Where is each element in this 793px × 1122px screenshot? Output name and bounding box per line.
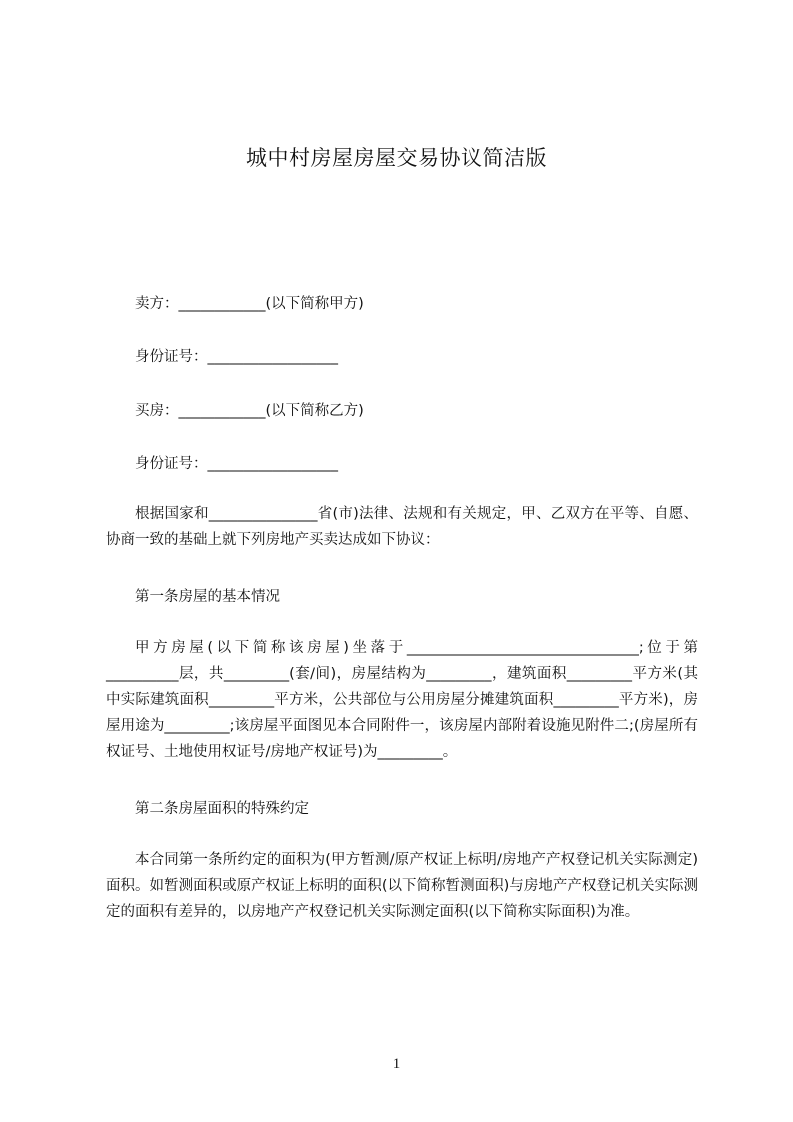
seller-id-line: 身份证号：__________________: [135, 349, 338, 365]
document-title: 城中村房屋房屋交易协议简洁版: [246, 146, 547, 170]
buyer-id-line: 身份证号：__________________: [135, 456, 338, 472]
intro-paragraph: 根据国家和_______________省(市)法律、法规和有关规定，甲、乙双方在平等、自愿、协商一致的基础上就下列房地产买卖达成如下协议：: [106, 506, 698, 548]
article2-body: 本合同第一条所约定的面积为(甲方暂测/原产权证上标明/房地产产权登记机关实际测定)面积。如暂测面积或原产权证上标明的面积(以下简称暂测面积)与房地产产权登记机关实际测定的面积有差异的，以房地产产权登记机关实际测定面积(以下简称实际面积)为准。: [106, 852, 698, 920]
buyer-line: 买房：____________(以下简称乙方): [135, 403, 364, 419]
article1-heading: 第一条房屋的基本情况: [135, 589, 280, 605]
article2-heading: 第二条房屋面积的特殊约定: [135, 801, 309, 817]
seller-line: 卖方：____________(以下简称甲方): [135, 296, 364, 312]
page-number: 1: [392, 1056, 401, 1072]
article1-body: 甲方房屋(以下简称该房屋)坐落于________________________________;位于第__________层，共_________(套/间)，房屋结构为_________，建筑面积_________平方米(其中实际建筑面积_________平方米，公共部位与公用房屋分摊建筑面积_________平方米)，房屋用途为_________;该房屋平面图见本合同附件一，该房屋内部附着设施见附件二;(房屋所有权证号、土地使用权证号/房地产权证号)为_________。: [106, 640, 698, 760]
